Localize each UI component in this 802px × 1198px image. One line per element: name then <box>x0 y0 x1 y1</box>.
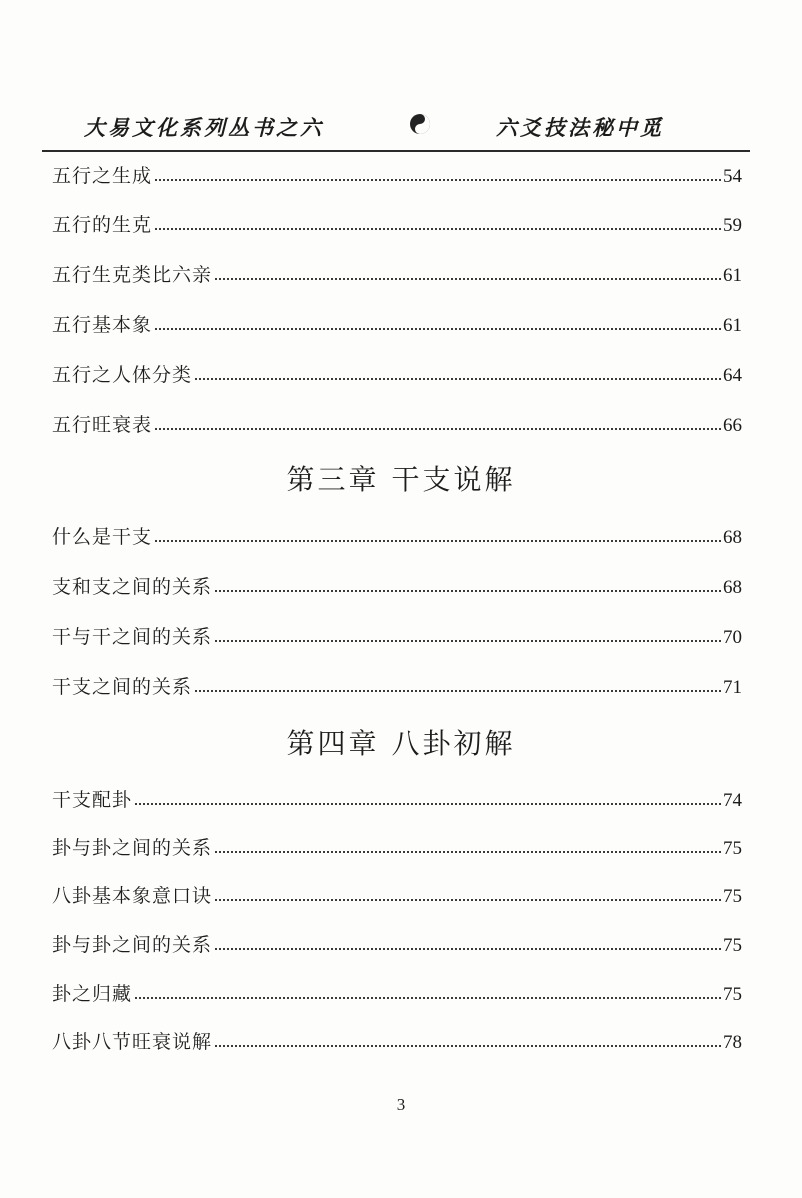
dot-leader <box>135 997 721 999</box>
toc-entry-title: 什么是干支 <box>52 526 153 548</box>
toc-entry-title: 五行之生成 <box>52 165 153 187</box>
dot-leader <box>195 378 721 380</box>
book-title: 六爻技法秘中觅 <box>496 115 664 140</box>
toc-entry-title: 干与干之间的关系 <box>52 626 213 648</box>
toc-entry-page: 70 <box>723 627 742 648</box>
toc-entry-page: 68 <box>723 577 742 598</box>
toc-entry-title: 八卦八节旺衰说解 <box>52 1031 213 1053</box>
toc-entry-title: 五行旺衰表 <box>52 414 153 436</box>
dot-leader <box>215 640 721 642</box>
toc-entry-title: 五行生克类比六亲 <box>52 264 213 286</box>
toc-entry-page: 75 <box>723 886 742 907</box>
toc-entry[interactable] <box>52 667 742 699</box>
toc-entry[interactable] <box>52 925 742 957</box>
toc-entry-page: 59 <box>723 215 742 236</box>
dot-leader <box>155 179 721 181</box>
toc-entry-title: 五行基本象 <box>52 314 153 336</box>
toc-entry-title: 支和支之间的关系 <box>52 576 213 598</box>
toc-entry-page: 74 <box>723 790 742 811</box>
dot-leader <box>215 948 721 950</box>
toc-entry-page: 61 <box>723 265 742 286</box>
toc-entry[interactable] <box>52 1022 742 1054</box>
chapter-heading[interactable]: 第三章 干支说解 <box>286 463 516 496</box>
dot-leader <box>155 328 721 330</box>
toc-entry[interactable] <box>52 828 742 860</box>
dot-leader <box>215 1045 721 1047</box>
toc-entry-page: 54 <box>723 166 742 187</box>
dot-leader <box>215 899 721 901</box>
dot-leader <box>155 428 721 430</box>
toc-entry-page: 61 <box>723 315 742 336</box>
toc-entry[interactable] <box>52 255 742 287</box>
dot-leader <box>135 803 721 805</box>
running-header <box>84 112 684 146</box>
toc-entry[interactable] <box>52 405 742 437</box>
toc-entry-title: 干支配卦 <box>52 789 133 811</box>
toc-entry[interactable] <box>52 156 742 188</box>
dot-leader <box>215 851 721 853</box>
toc-entry[interactable] <box>52 876 742 908</box>
chapter-heading[interactable]: 第四章 八卦初解 <box>286 727 516 760</box>
toc-entry-title: 五行之人体分类 <box>52 364 193 386</box>
toc-entry[interactable] <box>52 305 742 337</box>
header-rule <box>42 150 750 152</box>
taiji-icon <box>409 113 431 135</box>
toc-entry-title: 卦与卦之间的关系 <box>52 837 213 859</box>
toc-entry[interactable] <box>52 780 742 812</box>
toc-entry-page: 66 <box>723 415 742 436</box>
toc-entry[interactable] <box>52 974 742 1006</box>
toc-entry[interactable] <box>52 617 742 649</box>
toc-entry-title: 五行的生克 <box>52 214 153 236</box>
toc-entry-page: 75 <box>723 935 742 956</box>
toc-entry[interactable] <box>52 567 742 599</box>
toc-entry-title: 卦与卦之间的关系 <box>52 934 213 956</box>
dot-leader <box>215 590 721 592</box>
dot-leader <box>215 278 721 280</box>
toc-entry-page: 68 <box>723 527 742 548</box>
dot-leader <box>155 540 721 542</box>
toc-entry-page: 64 <box>723 365 742 386</box>
toc-entry-title: 干支之间的关系 <box>52 676 193 698</box>
toc-entry-page: 78 <box>723 1032 742 1053</box>
dot-leader <box>155 228 721 230</box>
toc-entry-page: 75 <box>723 838 742 859</box>
toc-entry-title: 八卦基本象意口诀 <box>52 885 213 907</box>
toc-entry[interactable] <box>52 205 742 237</box>
series-title: 大易文化系列丛书之六 <box>84 115 324 140</box>
toc-entry-page: 75 <box>723 984 742 1005</box>
toc-entry[interactable] <box>52 355 742 387</box>
dot-leader <box>195 690 721 692</box>
toc-entry[interactable] <box>52 517 742 549</box>
toc-entry-page: 71 <box>723 677 742 698</box>
page-number: 3 <box>396 1095 406 1114</box>
toc-entry-title: 卦之归藏 <box>52 983 133 1005</box>
